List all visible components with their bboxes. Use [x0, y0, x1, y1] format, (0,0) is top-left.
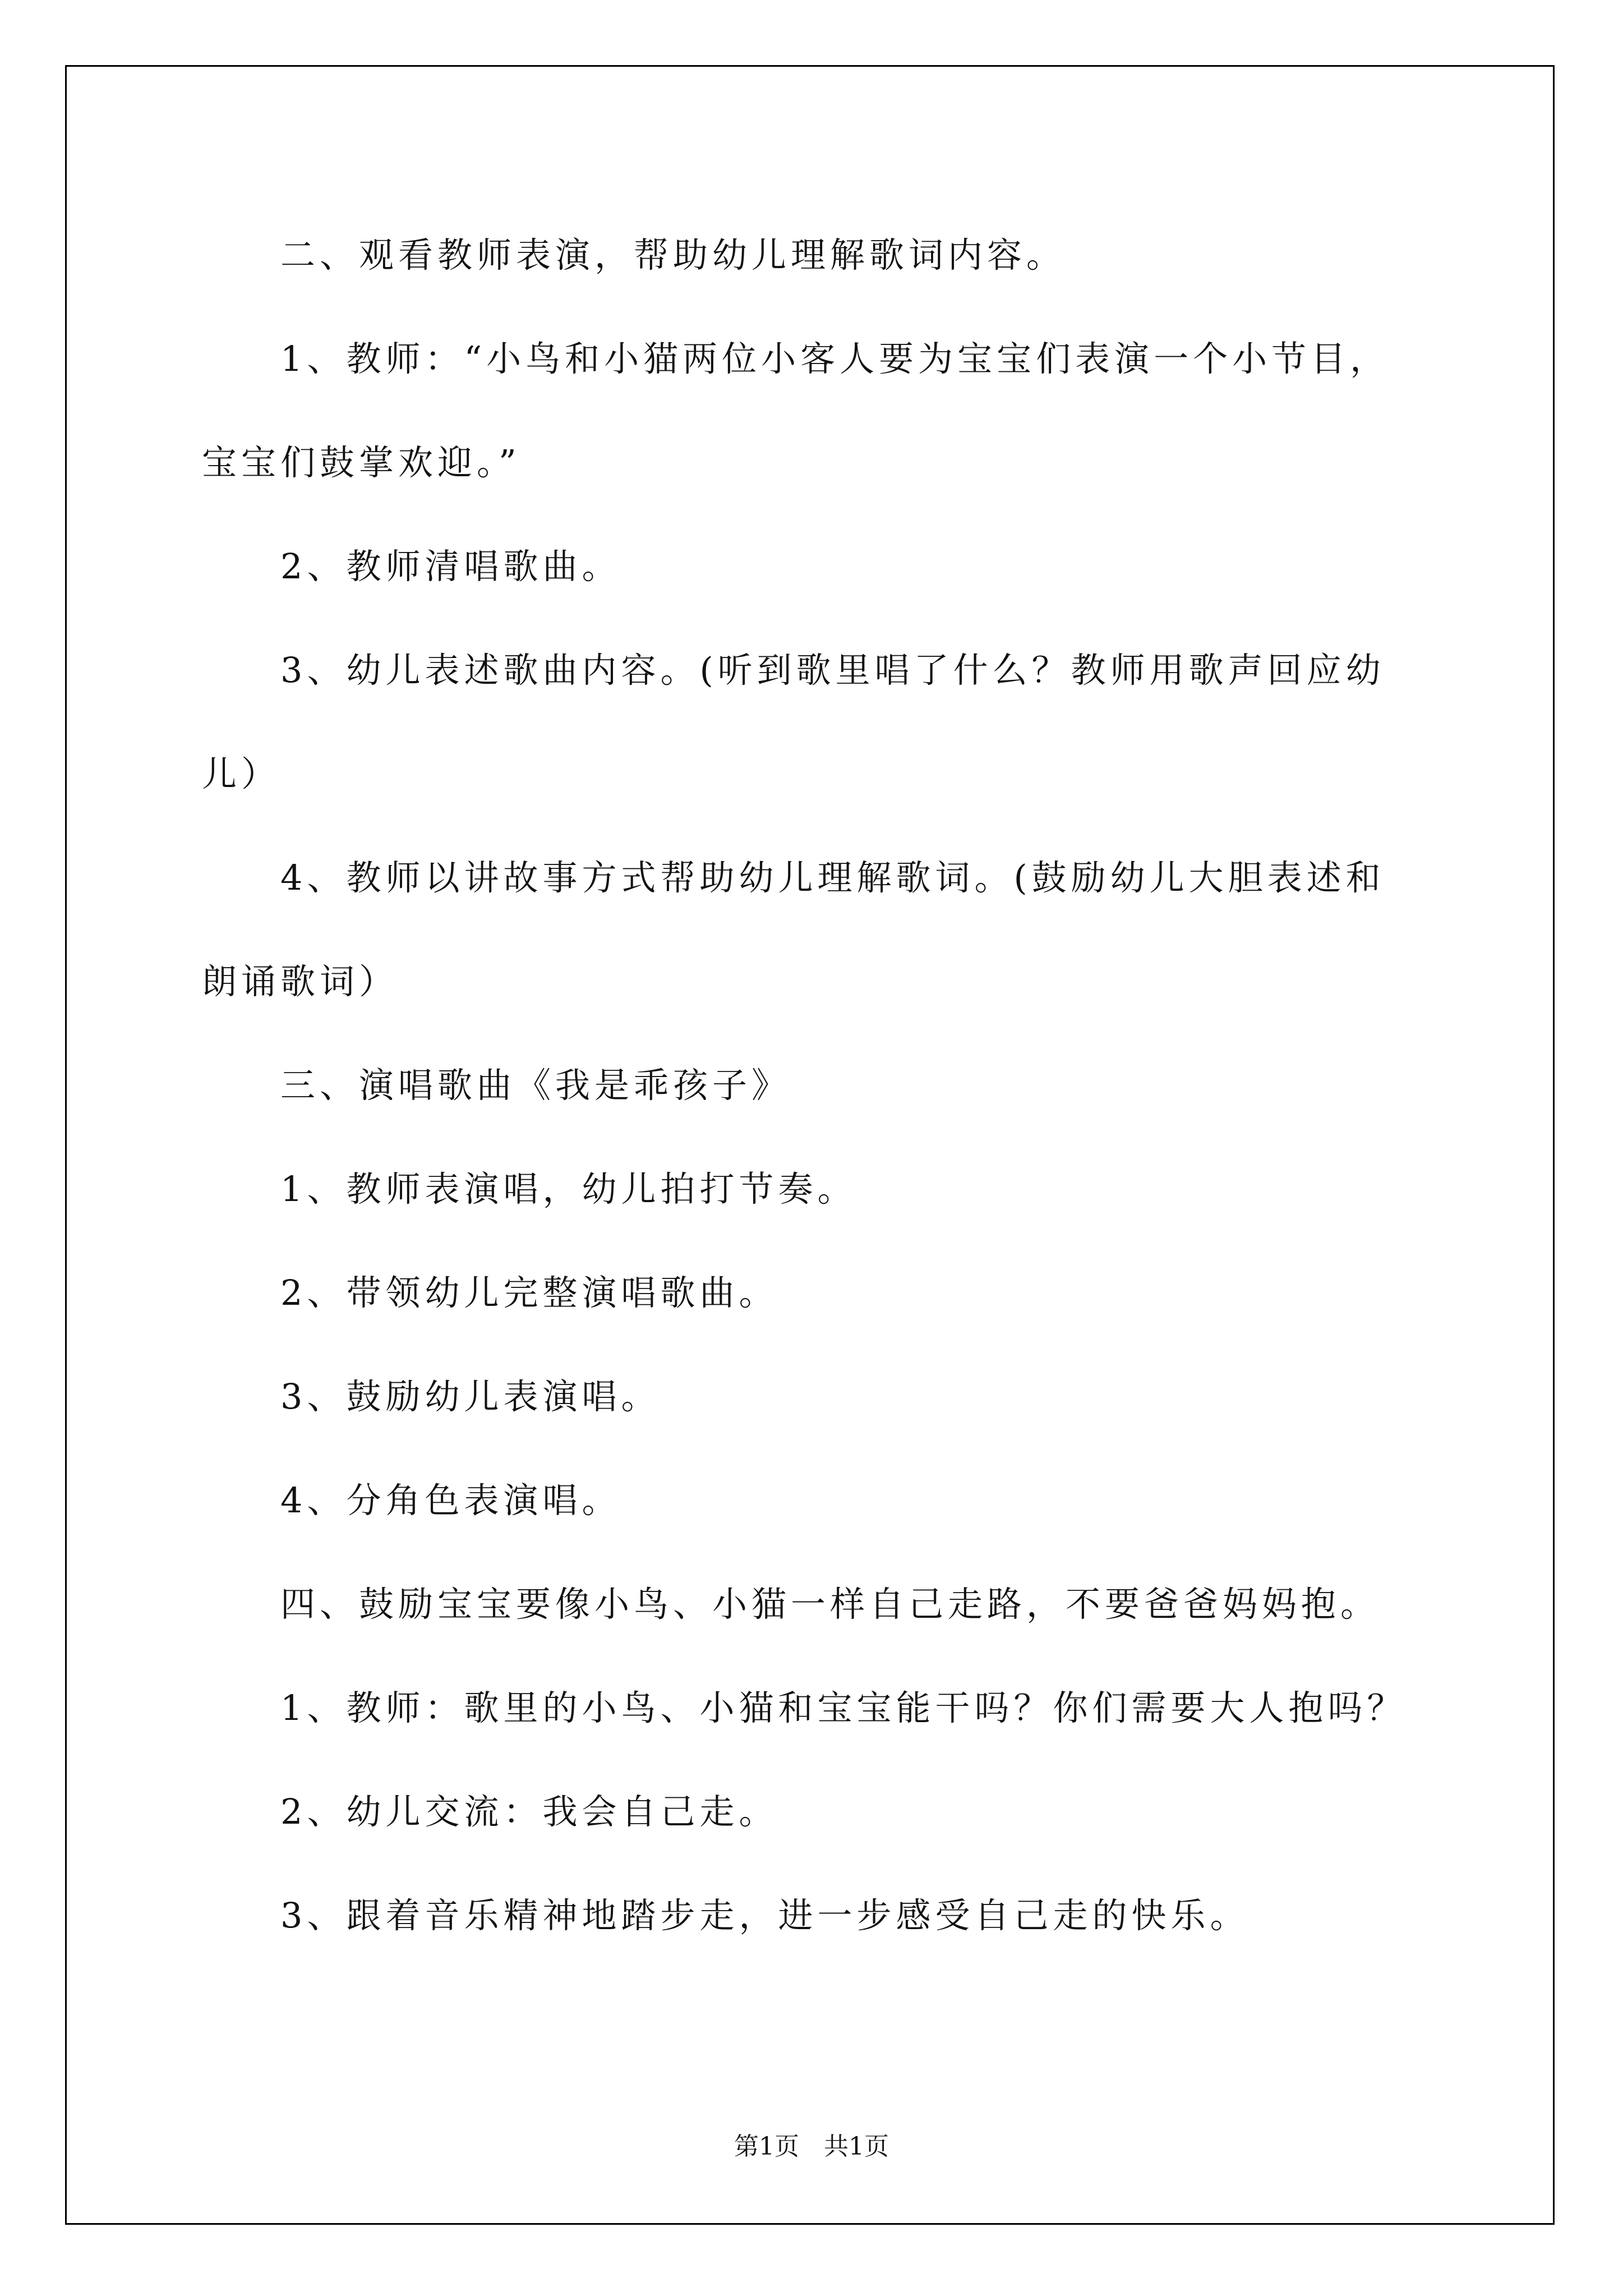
paragraph-line: 3、鼓励幼儿表演唱。: [280, 1376, 661, 1417]
paragraph-line: 3、幼儿表述歌曲内容。(听到歌里唱了什么？教师用歌声回应幼: [280, 650, 1385, 691]
paragraph-line: 3、跟着音乐精神地踏步走，进一步感受自己走的快乐。: [280, 1895, 1249, 1936]
section-heading-4: 四、鼓励宝宝要像小鸟、小猫一样自己走路，不要爸爸妈妈抱。: [280, 1584, 1380, 1625]
paragraph-line: 朗诵歌词）: [202, 961, 399, 1002]
page-number-footer: 第1页 共1页: [734, 2132, 889, 2161]
section-heading-3: 三、演唱歌曲《我是乖孩子》: [280, 1065, 791, 1106]
paragraph-line: 2、教师清唱歌曲。: [280, 546, 621, 587]
paragraph-line: 2、幼儿交流：我会自己走。: [280, 1791, 778, 1832]
section-heading-2: 二、观看教师表演，帮助幼儿理解歌词内容。: [280, 234, 1066, 275]
paragraph-line: 2、带领幼儿完整演唱歌曲。: [280, 1272, 778, 1313]
paragraph-line: 4、分角色表演唱。: [280, 1480, 621, 1521]
paragraph-line: 1、教师：“小鸟和小猫两位小客人要为宝宝们表演一个小节目，: [280, 338, 1390, 379]
paragraph-line: 宝宝们鼓掌欢迎。”: [202, 442, 521, 483]
paragraph-line: 1、教师：歌里的小鸟、小猫和宝宝能干吗？你们需要大人抱吗？: [280, 1687, 1407, 1728]
paragraph-line: 儿）: [202, 753, 281, 794]
paragraph-line: 1、教师表演唱，幼儿拍打节奏。: [280, 1168, 857, 1209]
paragraph-line: 4、教师以讲故事方式帮助幼儿理解歌词。(鼓励幼儿大胆表述和: [280, 857, 1385, 898]
